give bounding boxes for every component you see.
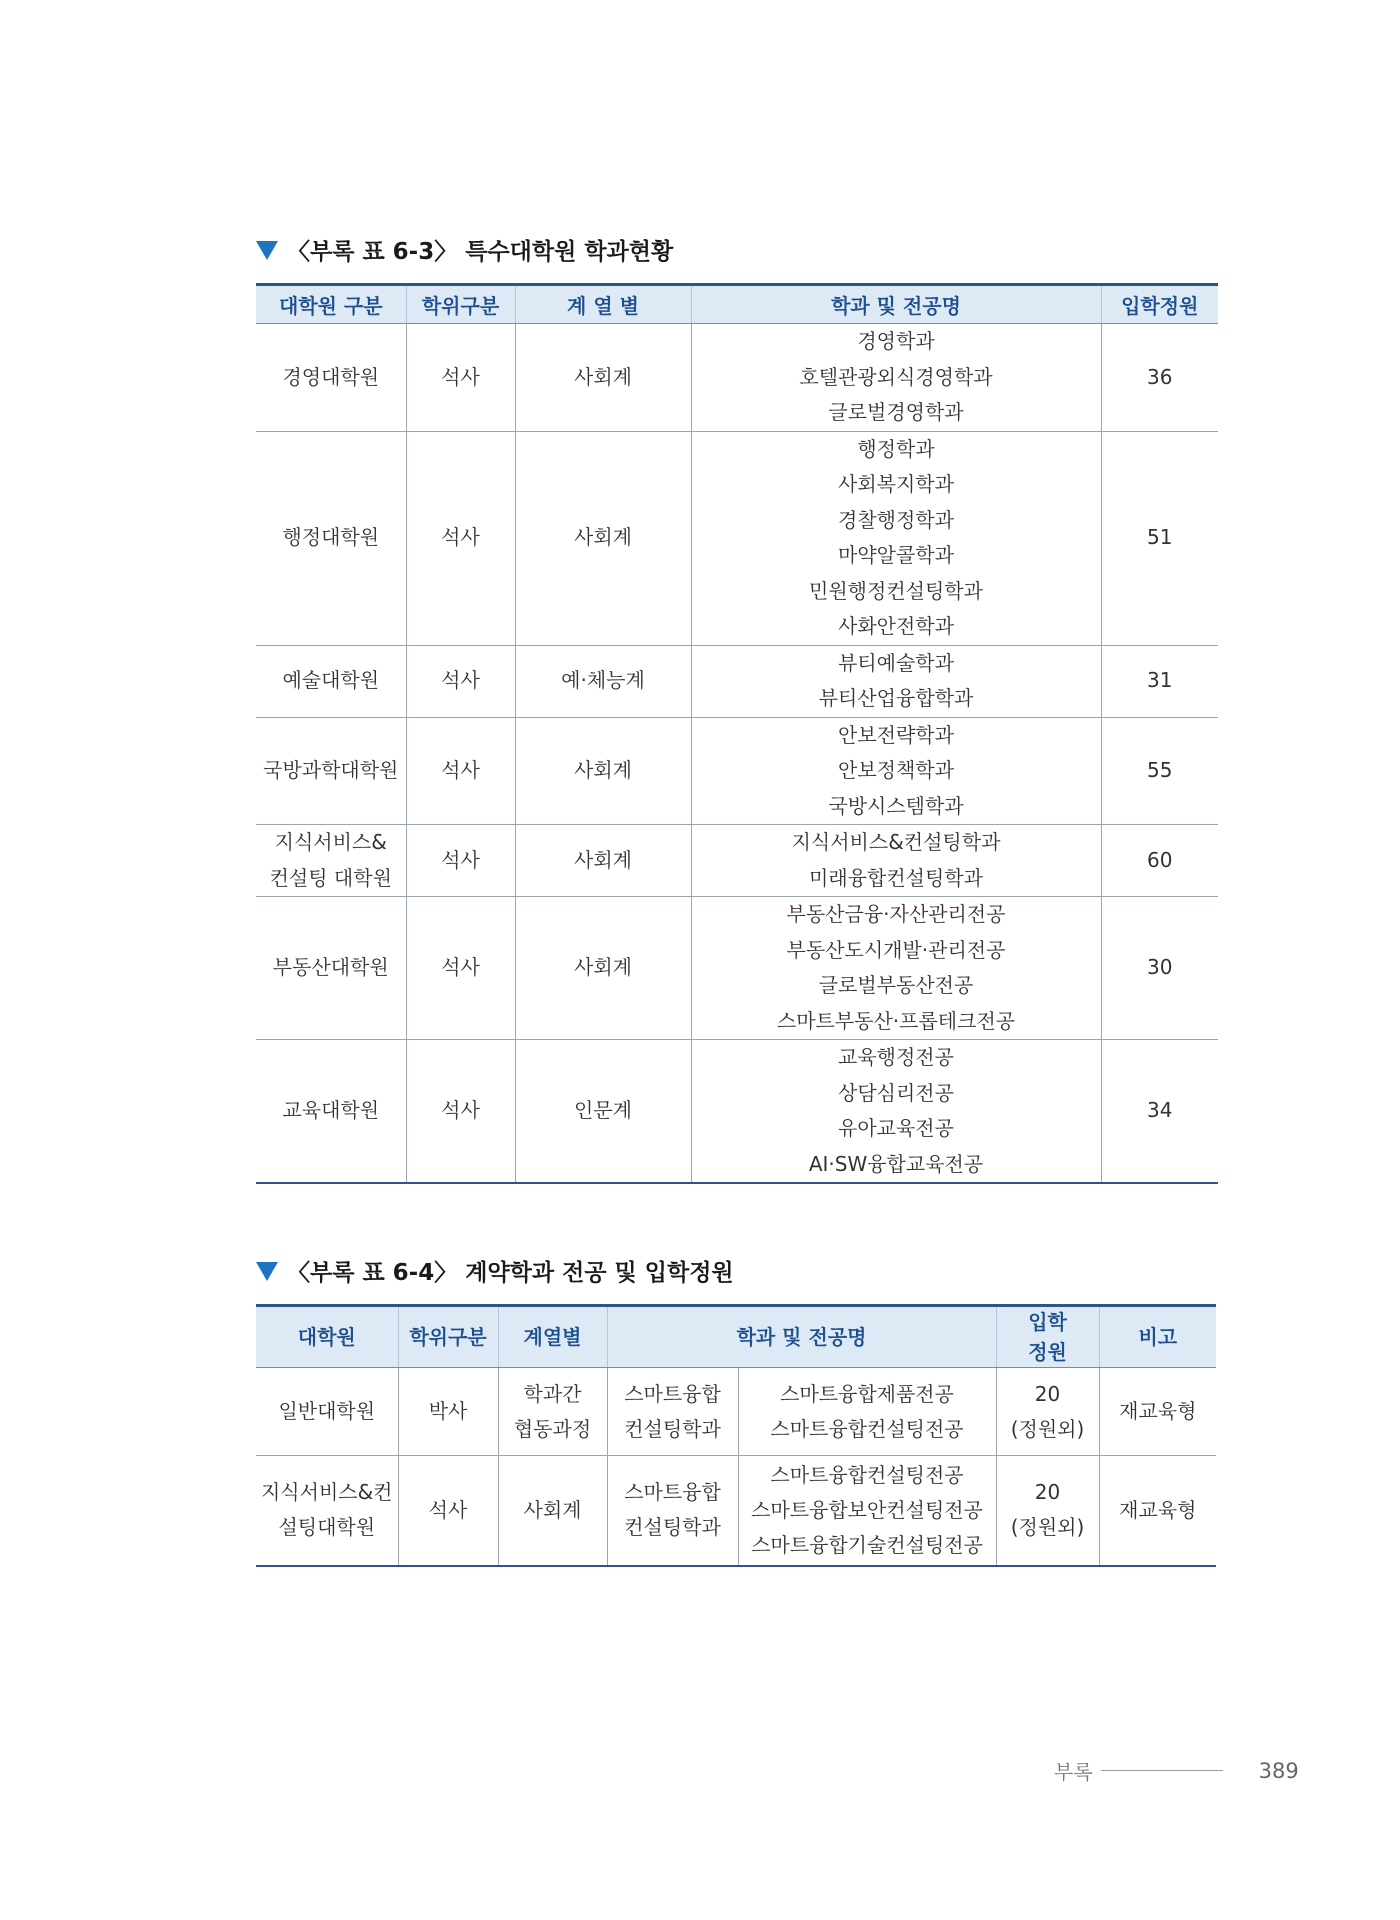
quota-cell: 51 [1101,431,1218,645]
school-cell [256,1456,398,1566]
school-cell [256,825,406,897]
degree-cell: 석사 [406,825,515,897]
majors-cell [738,1368,996,1456]
field-cell: 사회계 [515,897,691,1040]
table2-header-note: 비고 [1099,1306,1216,1368]
table-row [256,645,1218,717]
majors-cell-line: 마약알콜학과 [838,543,954,567]
quota-cell-line: 20 [1034,1381,1061,1406]
table-row [256,324,1218,432]
majors-cell [691,1040,1101,1184]
table2-header-majors: 학과 및 전공명 [607,1306,996,1368]
majors-cell-line: 사화안전학과 [838,614,954,638]
field-cell-line: 사회계 [523,1497,582,1522]
majors-cell [691,717,1101,825]
table-row [256,431,1218,645]
table-row [256,1456,1216,1566]
majors-cell [691,897,1101,1040]
school-cell-line: 지식서비스&컨 [260,1480,393,1505]
field-cell-line: 학과간 [523,1381,582,1406]
note-cell: 재교육형 [1099,1368,1216,1456]
school-cell: 국방과학대학원 [256,717,406,825]
quota-cell: 36 [1101,324,1218,432]
table2-header-quota-line2: 정원 [1028,1340,1067,1364]
majors-cell-line: 스마트융합제품전공 [780,1381,954,1406]
school-cell: 경영대학원 [256,324,406,432]
majors-cell-line: 스마트융합컨설팅전공 [770,1416,964,1441]
majors-cell-line: 미래융합컨설팅학과 [809,865,983,890]
table-row [256,897,1218,1040]
majors-cell-line: 교육행정전공 [838,1045,954,1069]
field-cell: 사회계 [515,324,691,432]
table-row [256,825,1218,897]
quota-cell: 34 [1101,1040,1218,1184]
quota-cell [996,1456,1099,1566]
table1-title [256,233,673,266]
table1 [256,283,1218,1184]
majors-cell-line: 경영학과 [857,329,935,353]
majors-cell-line: 부동산도시개발·관리전공 [786,937,1006,962]
triangle-down-icon [256,1262,278,1281]
page-footer [1054,1756,1299,1785]
majors-cell [691,324,1101,432]
table2-header-school: 대학원 [256,1306,398,1368]
majors-cell-line: 사회복지학과 [838,472,954,496]
field-cell [498,1368,607,1456]
majors-cell-line: 뷰티산업융합학과 [818,686,974,710]
degree-cell: 석사 [406,897,515,1040]
table2 [256,1304,1216,1567]
dept-cell [607,1456,738,1566]
majors-cell-line: 안보정책학과 [838,758,954,782]
majors-cell-line: 민원행정컨설팅학과 [809,578,983,603]
school-cell-line: 지식서비스& [274,830,387,854]
majors-cell-line: 스마트융합컨설팅전공 [770,1462,964,1487]
majors-cell-line: 글로벌부동산전공 [818,973,974,997]
field-cell: 예·체능계 [515,645,691,717]
note-cell: 재교육형 [1099,1456,1216,1566]
majors-cell-line: 스마트부동산·프롭테크전공 [776,1008,1016,1033]
majors-cell-line: 호텔관광외식경영학과 [799,364,993,389]
degree-cell: 석사 [406,717,515,825]
footer-label: 부록 [1054,1760,1093,1784]
degree-cell: 박사 [398,1368,498,1456]
field-cell: 사회계 [515,431,691,645]
school-cell: 교육대학원 [256,1040,406,1184]
table2-header-degree: 학위구분 [398,1306,498,1368]
majors-cell-line: 국방시스템학과 [828,793,964,818]
school-cell: 예술대학원 [256,645,406,717]
school-cell-line: 일반대학원 [278,1399,376,1423]
table2-header-field: 계열별 [498,1306,607,1368]
dept-cell-line: 스마트융합 [624,1381,721,1406]
table-row [256,717,1218,825]
school-cell: 행정대학원 [256,431,406,645]
dept-cell [607,1368,738,1456]
majors-cell-line: 안보전략학과 [838,722,954,747]
quota-cell-line: (정원외) [1010,1515,1085,1540]
field-cell: 사회계 [515,717,691,825]
degree-cell: 석사 [406,324,515,432]
degree-cell: 석사 [398,1456,498,1566]
majors-cell-line: 행정학과 [857,436,935,461]
field-cell-line: 협동과정 [513,1416,592,1441]
degree-cell: 석사 [406,645,515,717]
field-cell: 사회계 [515,825,691,897]
dept-cell-line: 스마트융합 [624,1480,721,1505]
degree-cell: 석사 [406,431,515,645]
majors-cell [691,645,1101,717]
quota-cell: 55 [1101,717,1218,825]
school-cell: 부동산대학원 [256,897,406,1040]
quota-cell: 31 [1101,645,1218,717]
majors-cell-line: 부동산금융·자산관리전공 [786,902,1006,926]
table1-header-degree: 학위구분 [406,285,515,324]
table1-title-text: 〈부록 표 6-3〉 특수대학원 학과현황 [287,239,674,265]
table1-header-quota: 입학정원 [1101,285,1218,324]
quota-cell: 60 [1101,825,1218,897]
majors-cell [691,825,1101,897]
triangle-down-icon [256,241,278,260]
dept-cell-line: 컨설팅학과 [624,1416,721,1441]
majors-cell-line: 유아교육전공 [838,1116,954,1140]
table2-header-row [256,1306,1216,1368]
majors-cell-line: 스마트융합기술컨설팅전공 [751,1532,983,1557]
table1-header-field: 계 열 별 [515,285,691,324]
table-row [256,1040,1218,1184]
quota-cell-line: 20 [1034,1480,1061,1505]
page-number: 389 [1258,1758,1299,1783]
footer-rule [1101,1770,1223,1771]
majors-cell-line: AI·SW융합교육전공 [808,1151,984,1176]
majors-cell-line: 지식서비스&컨설팅학과 [791,830,1001,854]
field-cell: 인문계 [515,1040,691,1184]
majors-cell [691,431,1101,645]
quota-cell-line: (정원외) [1010,1416,1085,1441]
table2-title [256,1254,734,1287]
dept-cell-line: 컨설팅학과 [624,1515,721,1540]
quota-cell: 30 [1101,897,1218,1040]
majors-cell [738,1456,996,1566]
table-row [256,1368,1216,1456]
table1-header-majors: 학과 및 전공명 [691,285,1101,324]
table2-title-text: 〈부록 표 6-4〉 계약학과 전공 및 입학정원 [287,1260,734,1286]
majors-cell-line: 뷰티예술학과 [838,650,954,675]
table1-header-row [256,285,1218,324]
field-cell [498,1456,607,1566]
table2-header-quota [996,1306,1099,1368]
table1-header-school: 대학원 구분 [256,285,406,324]
majors-cell-line: 상담심리전공 [838,1080,954,1105]
majors-cell-line: 스마트융합보안컨설팅전공 [751,1497,983,1522]
degree-cell: 석사 [406,1040,515,1184]
school-cell-line: 설팅대학원 [278,1515,376,1540]
school-cell-line: 컨설팅 대학원 [269,865,392,890]
majors-cell-line: 경찰행정학과 [838,507,954,532]
quota-cell [996,1368,1099,1456]
table2-header-quota-line1: 입학 [1028,1310,1067,1334]
majors-cell-line: 글로벌경영학과 [828,400,964,424]
school-cell [256,1368,398,1456]
